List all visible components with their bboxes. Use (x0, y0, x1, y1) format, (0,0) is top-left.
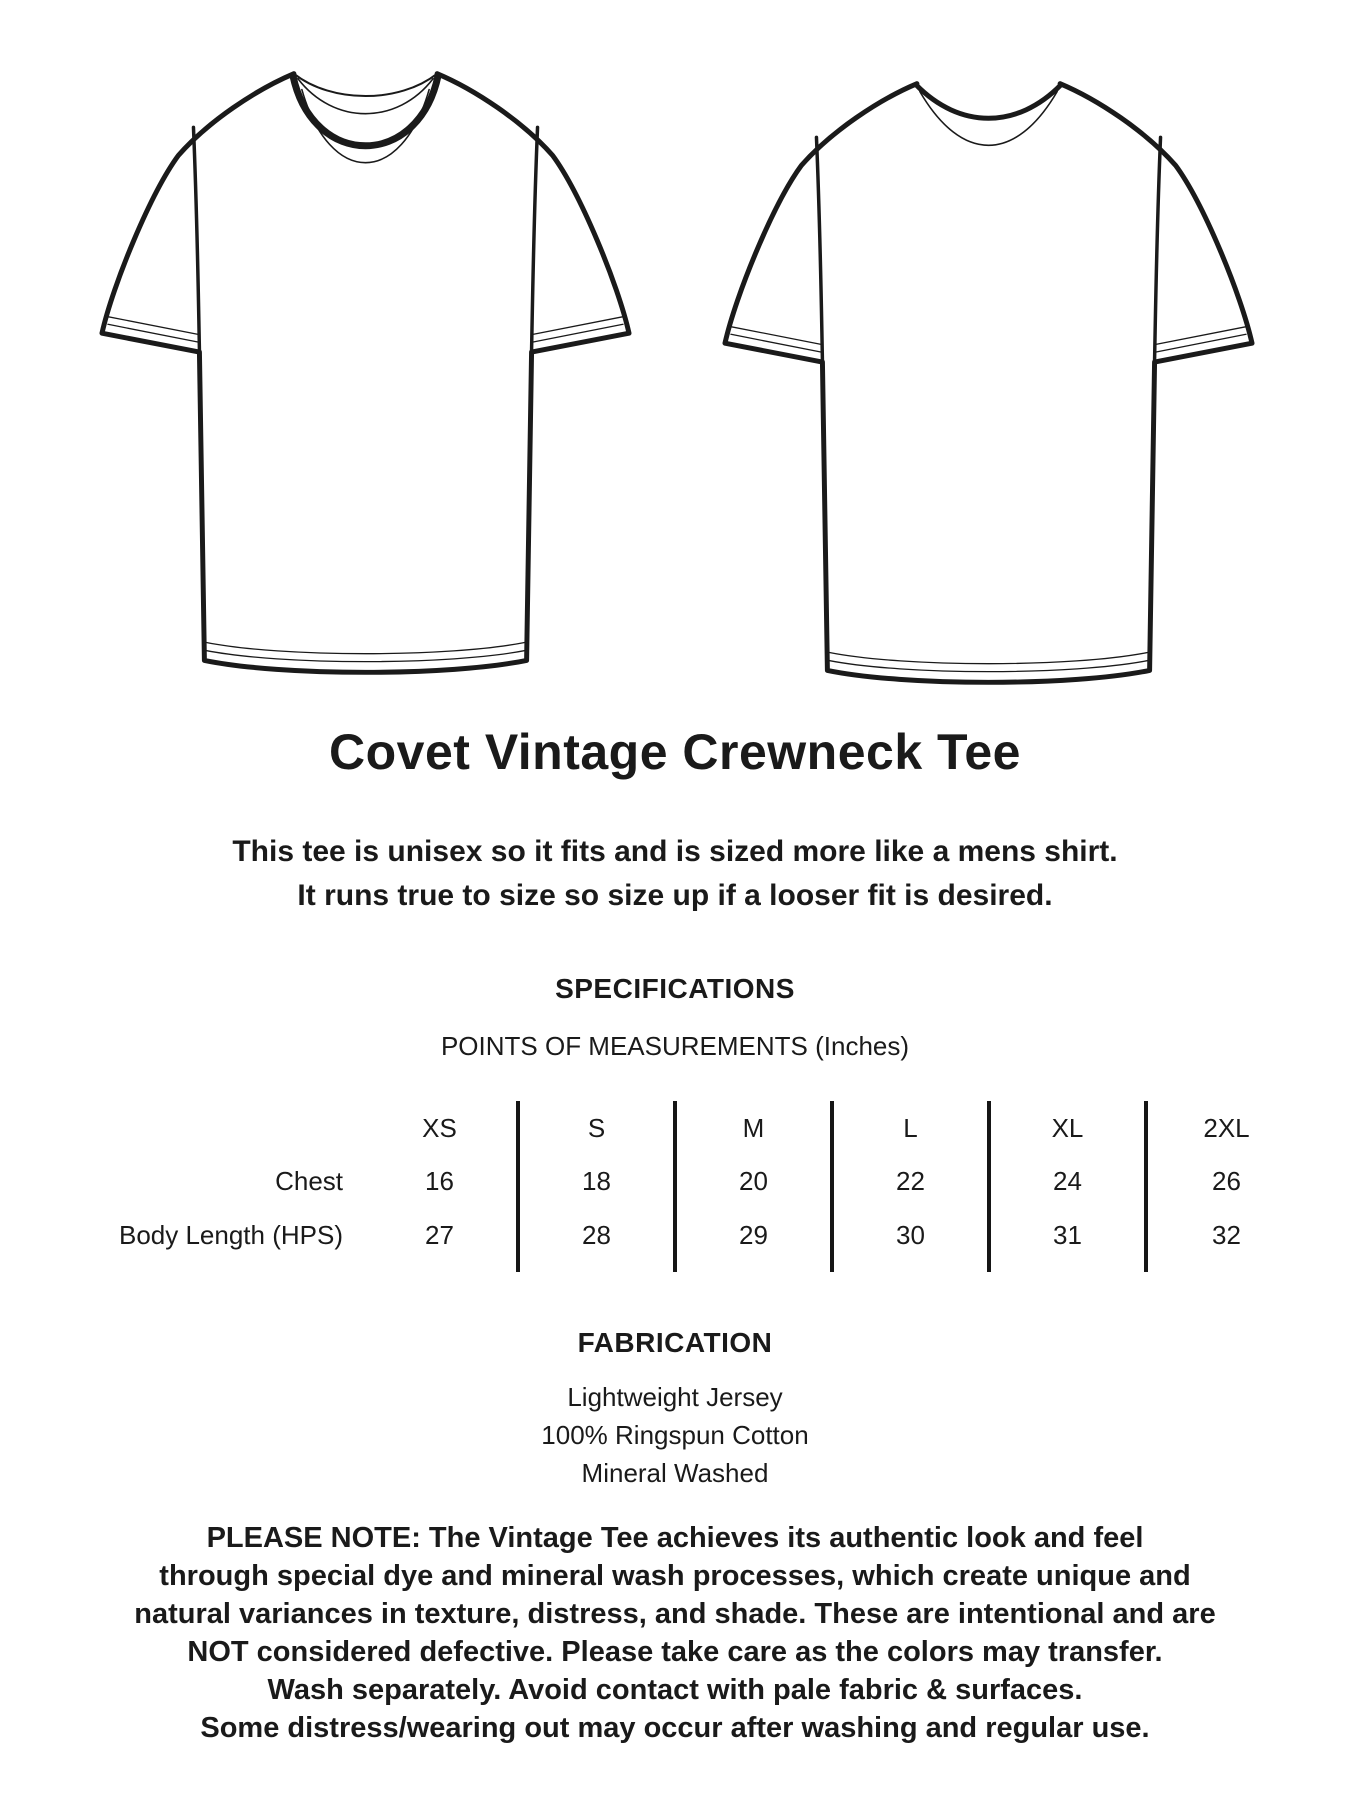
size-header-xl: XL (991, 1101, 1148, 1155)
body-length-l: 30 (834, 1208, 991, 1272)
chest-2xl: 26 (1212, 1166, 1241, 1196)
chest-m: 20 (677, 1155, 834, 1208)
care-note-paragraph (0, 1519, 1350, 1747)
note-line-1: PLEASE NOTE: The Vintage Tee achieves its authentic look and feel (206, 1522, 1144, 1554)
fabrication-heading: FABRICATION (577, 1327, 773, 1358)
fabrication-line-2: 100% Ringspun Cotton (541, 1420, 809, 1450)
description-line-1: This tee is unisex so it fits and is sized more like a mens shirt. (232, 835, 1118, 868)
row-label-body-length: Body Length (HPS) (118, 1220, 343, 1250)
chest-xs: 16 (363, 1155, 520, 1208)
note-line-6: Some distress/wearing out may occur after washing and regular use. (200, 1712, 1150, 1744)
product-description (0, 830, 1350, 918)
measurements-subheading: POINTS OF MEASUREMENTS (Inches) (440, 1031, 910, 1061)
row-label-chest: Chest (275, 1166, 343, 1196)
fabrication-line-3: Mineral Washed (581, 1458, 769, 1488)
chest-s: 18 (520, 1155, 677, 1208)
tshirt-front-sketch (97, 62, 634, 682)
size-header-s: S (520, 1101, 677, 1155)
note-line-2: through special dye and mineral wash processes, which create unique and (159, 1560, 1191, 1592)
note-line-4: NOT considered defective. Please take care as the colors may transfer. (187, 1636, 1163, 1668)
fabrication-details (0, 1378, 1350, 1492)
specifications-heading: SPECIFICATIONS (555, 973, 795, 1004)
size-header-xs: XS (363, 1101, 520, 1155)
size-header-m: M (677, 1101, 834, 1155)
tshirt-front-icon (97, 62, 634, 682)
body-length-xs: 27 (363, 1208, 520, 1272)
note-line-3: natural variances in texture, distress, and shade. These are intentional and are (134, 1598, 1216, 1630)
tshirt-back-sketch (720, 72, 1257, 692)
size-chart-corner-cell (75, 1101, 363, 1155)
fabrication-line-1: Lightweight Jersey (567, 1382, 783, 1412)
body-length-s: 28 (520, 1208, 677, 1272)
size-header-l: L (834, 1101, 991, 1155)
chest-l: 22 (834, 1155, 991, 1208)
size-chart-table (75, 1101, 1305, 1272)
body-length-xl: 31 (991, 1208, 1148, 1272)
description-line-2: It runs true to size so size up if a looser fit is desired. (297, 879, 1053, 912)
body-length-m: 29 (677, 1208, 834, 1272)
note-line-5: Wash separately. Avoid contact with pale fabric & surfaces. (267, 1674, 1083, 1706)
body-length-2xl: 32 (1212, 1220, 1241, 1250)
size-header-2xl: 2XL (1203, 1112, 1250, 1143)
product-title: Covet Vintage Crewneck Tee (329, 724, 1021, 780)
shirt-sketches-row (0, 0, 1350, 692)
tshirt-back-icon (720, 72, 1257, 692)
chest-xl: 24 (991, 1155, 1148, 1208)
